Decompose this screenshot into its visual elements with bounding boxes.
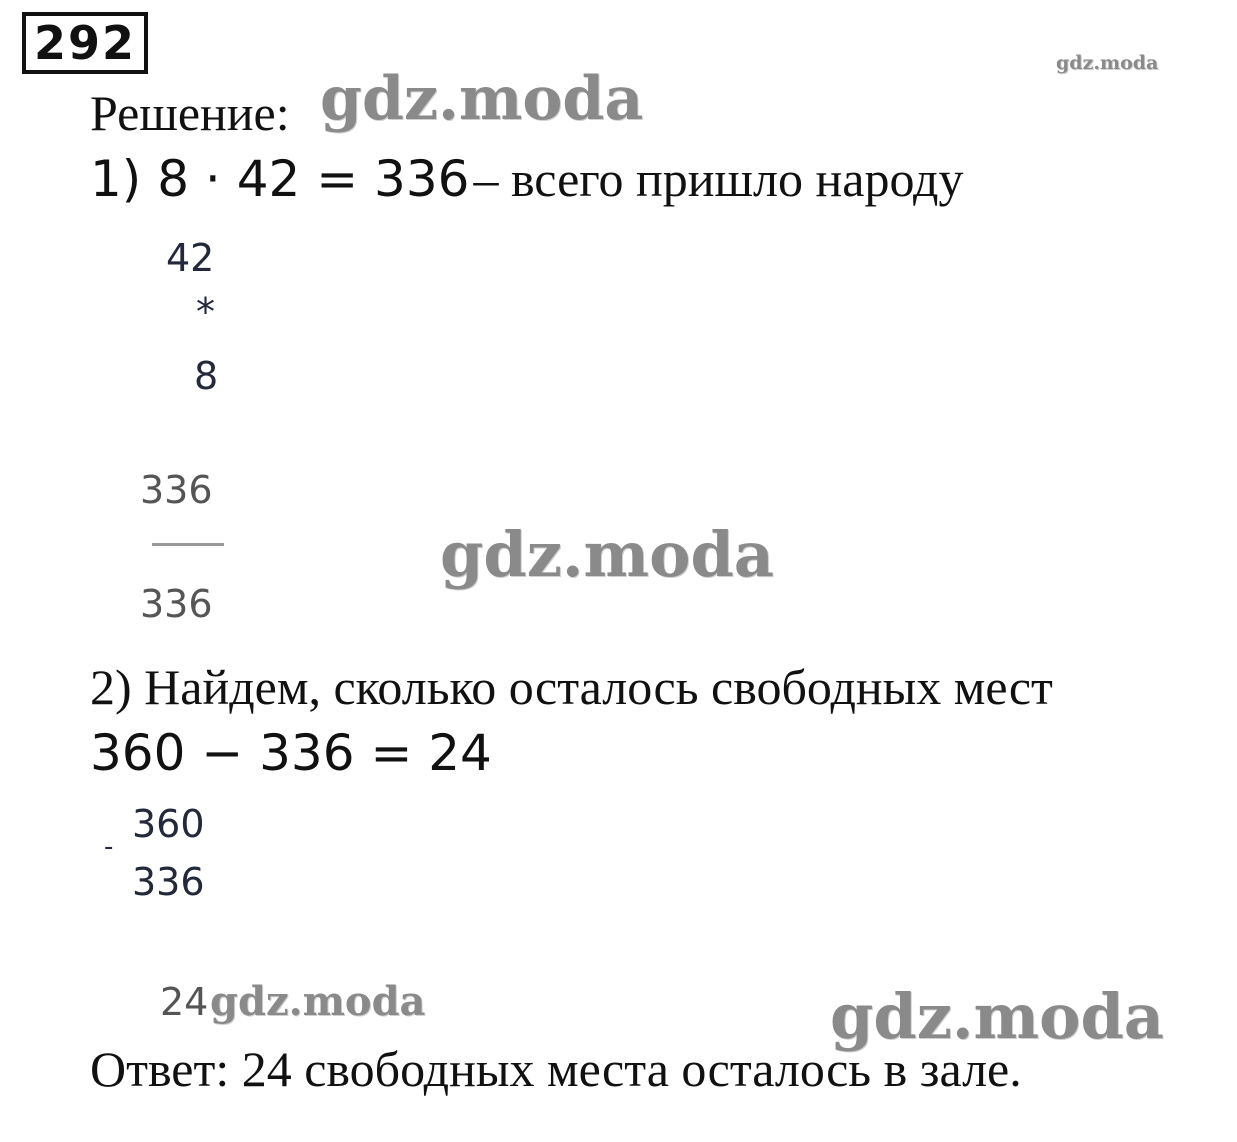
watermark-small: gdz.moda bbox=[1056, 52, 1159, 74]
watermark: gdz.moda bbox=[830, 980, 1164, 1053]
step-1-expression: 1) 8 · 42 = 336 bbox=[90, 150, 470, 208]
watermark: gdz.moda bbox=[440, 518, 774, 591]
step-1 bbox=[90, 150, 963, 208]
subtraction-result: 24 bbox=[160, 980, 209, 1024]
watermark: gdz.moda bbox=[210, 978, 426, 1025]
multiplication-rule bbox=[152, 543, 224, 546]
multiplication-top: 42 bbox=[166, 236, 215, 280]
subtraction-subtrahend: 336 bbox=[132, 860, 205, 904]
solution-label: Решение: bbox=[90, 85, 290, 141]
step-2-expression: 360 − 336 = 24 bbox=[90, 724, 492, 782]
multiplication-multiplier: 8 bbox=[194, 354, 219, 398]
multiplication-partial: 336 bbox=[140, 468, 213, 512]
step-1-text: – всего пришло народу bbox=[473, 151, 964, 207]
multiplication-operator: * bbox=[196, 290, 215, 334]
task-number: 292 bbox=[33, 16, 137, 70]
watermark: gdz.moda bbox=[320, 64, 644, 134]
multiplication-result: 336 bbox=[140, 582, 213, 626]
subtraction-minuend: 360 bbox=[132, 802, 205, 846]
subtraction-minus: - bbox=[104, 832, 114, 862]
step-2-text: 2) Найдем, сколько осталось свободных мест bbox=[90, 659, 1053, 715]
answer-text: Ответ: 24 свободных места осталось в зале. bbox=[90, 1041, 1022, 1097]
